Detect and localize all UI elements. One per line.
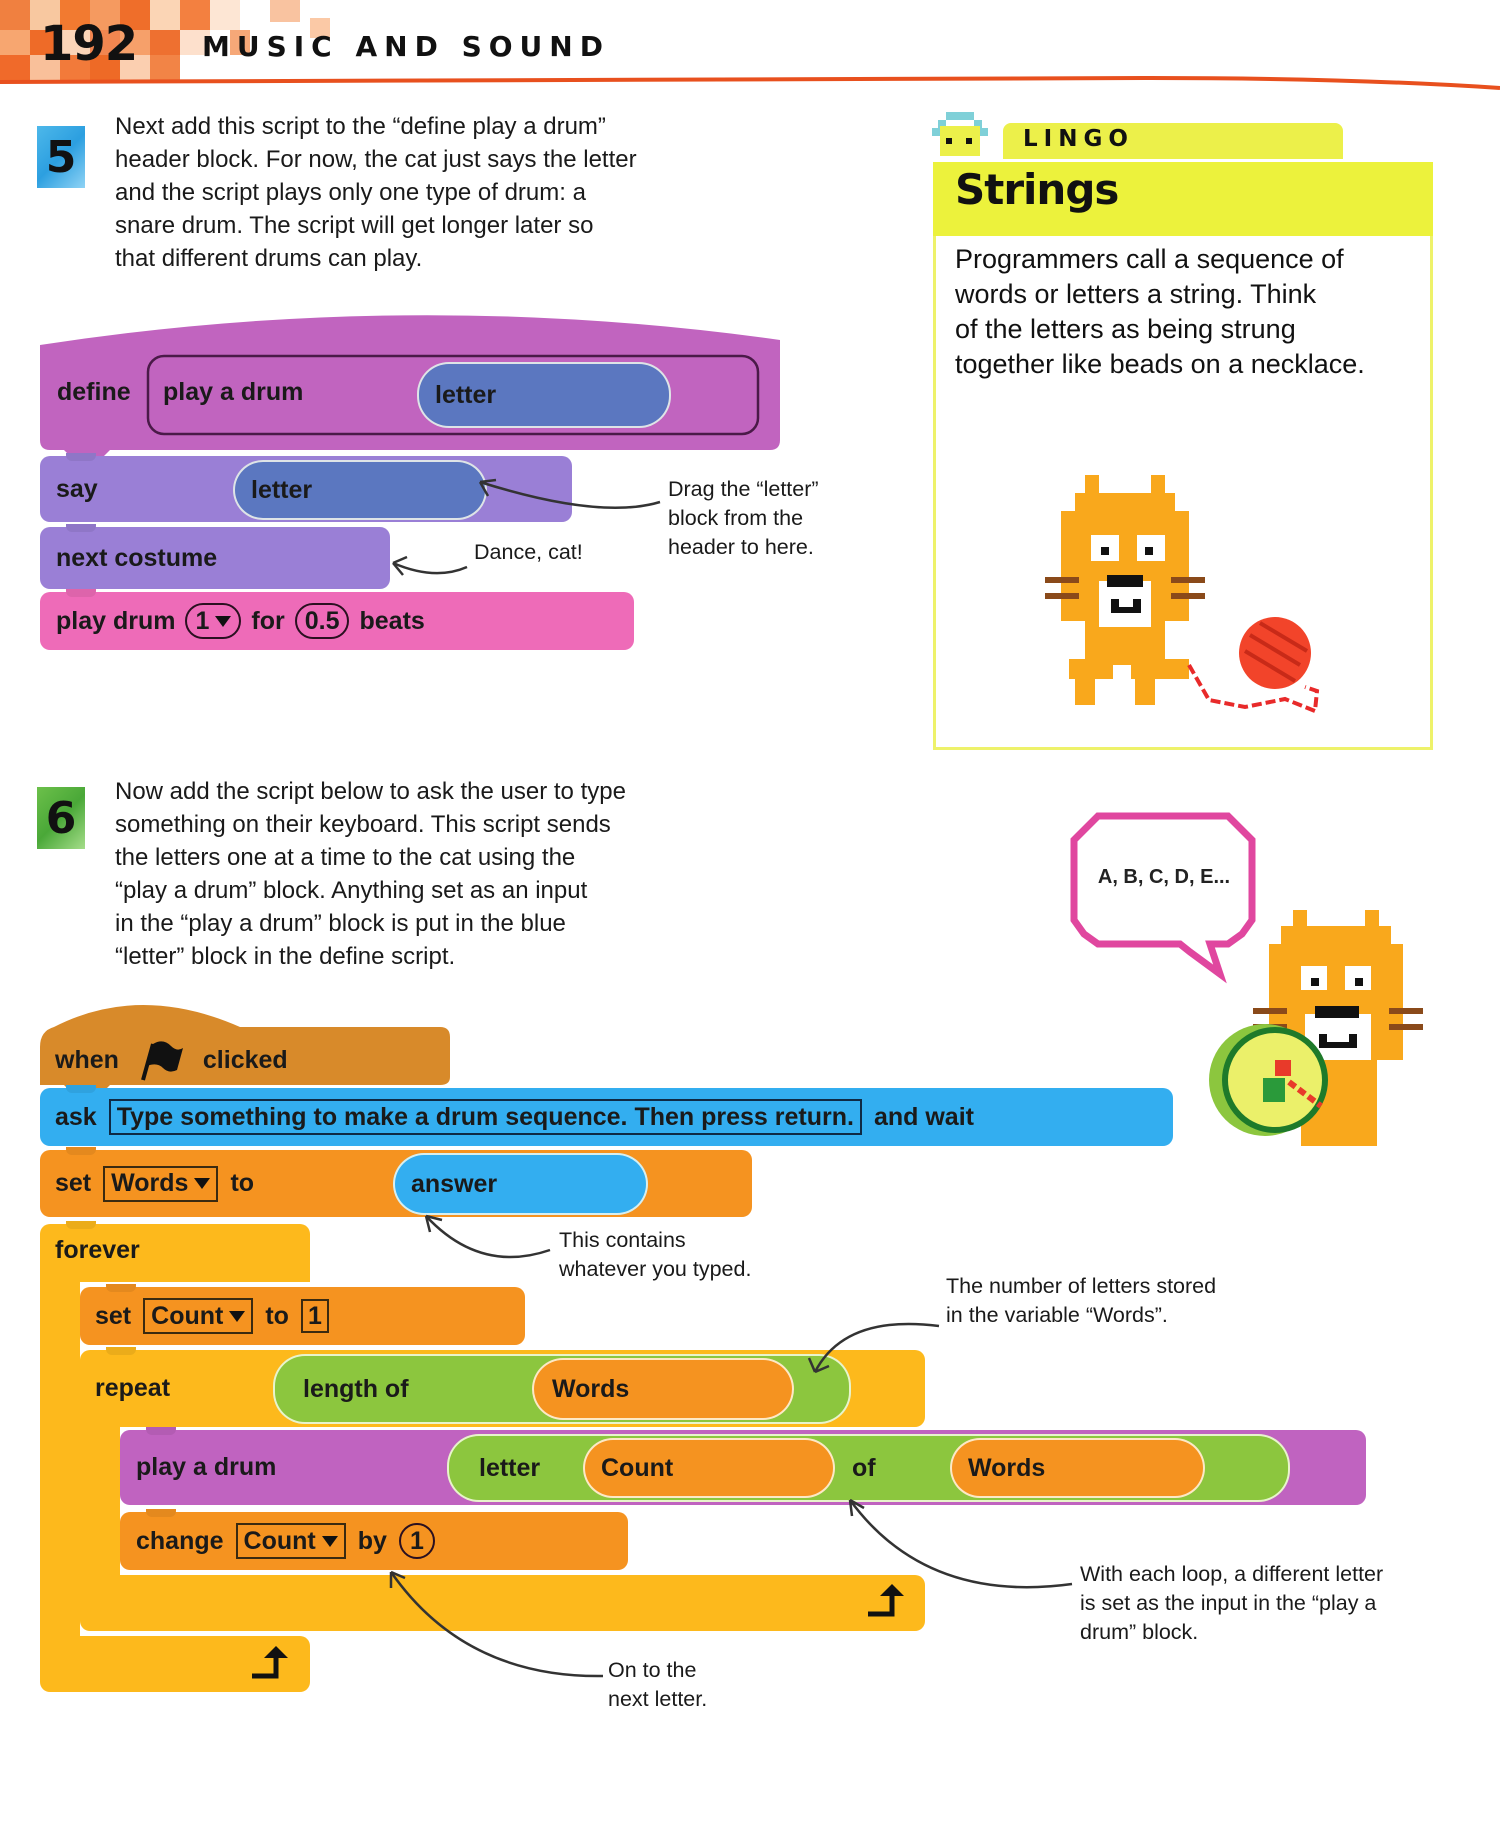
- loop-note: With each loop, a different letter is set as the input in the “play a drum” block.: [1080, 1562, 1384, 1644]
- letter-param-reporter[interactable]: letter: [417, 362, 671, 428]
- repeat-arm: [80, 1420, 120, 1590]
- words-variable-dropdown[interactable]: Words: [103, 1166, 218, 1202]
- loop-arrow-icon: [250, 1646, 290, 1682]
- step-6-text: Now add the script below to ask the user to type something on their keyboard. This script sends the letters one at a time to the cat using the “play a drum” block. Anything set as an input in the “play a drum” block is put in the blue “letter” block in the define script.: [115, 778, 626, 970]
- header-rule: [0, 70, 1500, 90]
- answer-reporter[interactable]: answer: [393, 1153, 648, 1215]
- drum-dropdown[interactable]: 1: [185, 603, 241, 639]
- lingo-tag: LINGO: [1023, 126, 1134, 152]
- letter-of-reporter[interactable]: letter: [447, 1434, 1290, 1502]
- page-number: 192: [40, 16, 138, 72]
- dropdown-arrow-icon: [229, 1311, 245, 1322]
- say-letter-reporter[interactable]: letter: [233, 460, 487, 520]
- speech-bubble-text: A, B, C, D, E...: [1097, 866, 1231, 888]
- answer-arrow-icon: [420, 1210, 570, 1280]
- answer-note: This contains whatever you typed.: [559, 1228, 752, 1281]
- step-5-line: header block. For now, the cat just says the letter: [115, 146, 637, 173]
- cat-with-yarn-illustration: [1045, 475, 1375, 735]
- drag-note: Drag the “letter” block from the header to here.: [668, 477, 819, 559]
- of-label: of: [852, 1454, 876, 1482]
- lingo-definition: Programmers call a sequence of words or letters a string. Think of the letters as being strung together like beads on a necklace.: [955, 244, 1365, 379]
- count-value-input[interactable]: 1: [301, 1299, 329, 1333]
- ask-prompt-input[interactable]: Type something to make a drum sequence. Then press return.: [109, 1099, 862, 1135]
- step-6-badge: 6: [37, 787, 85, 849]
- chapter-title: MUSIC AND SOUND: [202, 30, 610, 63]
- cat-with-drum-illustration: [1205, 910, 1445, 1160]
- dance-note: Dance, cat!: [474, 540, 583, 564]
- hat-label: when clicked: [55, 1040, 288, 1080]
- step-5-line: that different drums can play.: [115, 245, 423, 272]
- length-arrow-icon: [805, 1316, 955, 1396]
- play-a-drum-block[interactable]: play a drum: [120, 1430, 1366, 1505]
- define-keyword: define: [57, 378, 131, 406]
- words-source-reporter[interactable]: Words: [950, 1438, 1205, 1498]
- define-name: play a drum: [163, 378, 304, 406]
- lingo-character-icon: [932, 112, 1002, 156]
- set-words-block[interactable]: set Words to: [40, 1150, 752, 1217]
- length-note: The number of letters stored in the variable “Words”.: [946, 1274, 1217, 1327]
- change-value-input[interactable]: 1: [399, 1523, 435, 1559]
- words-reporter[interactable]: Words: [532, 1358, 794, 1420]
- dropdown-arrow-icon: [322, 1536, 338, 1547]
- step-5-line: and the script plays only one type of drum: a: [115, 179, 586, 206]
- play-drum-block[interactable]: play drum 1 for 0.5 beats: [40, 592, 634, 650]
- change-count-block[interactable]: change Count by 1: [120, 1512, 628, 1570]
- forever-arm: [40, 1270, 80, 1650]
- step-5-line: snare drum. The script will get longer later so: [115, 212, 594, 239]
- repeat-label: repeat: [95, 1374, 171, 1402]
- count-reporter[interactable]: Count: [583, 1438, 835, 1498]
- green-flag-icon: [139, 1040, 183, 1080]
- say-block[interactable]: say: [40, 456, 572, 522]
- dropdown-arrow-icon: [194, 1178, 210, 1189]
- beats-input[interactable]: 0.5: [295, 603, 350, 639]
- step-5-line: Next add this script to the “define play a drum”: [115, 113, 606, 140]
- lingo-title: Strings: [955, 165, 1119, 214]
- dropdown-arrow-icon: [215, 616, 231, 627]
- length-of-reporter[interactable]: length of: [273, 1354, 851, 1424]
- ask-block[interactable]: ask Type something to make a drum sequence. Then press return. and wait: [40, 1088, 1173, 1146]
- change-variable-dropdown[interactable]: Count: [236, 1523, 346, 1559]
- next-costume-block[interactable]: next costume: [40, 527, 390, 589]
- step-5-text: [115, 110, 715, 275]
- dance-arrow-icon: [385, 545, 475, 585]
- forever-label: forever: [55, 1236, 140, 1264]
- next-letter-note: On to the next letter.: [608, 1658, 708, 1711]
- count-variable-dropdown[interactable]: Count: [143, 1298, 253, 1334]
- loop-note-arrow-icon: [846, 1494, 1086, 1614]
- next-letter-arrow-icon: [385, 1568, 615, 1708]
- step-5-badge: 5: [37, 126, 85, 188]
- set-count-block[interactable]: set Count to 1: [80, 1287, 525, 1345]
- drag-arrow-icon: [470, 470, 670, 530]
